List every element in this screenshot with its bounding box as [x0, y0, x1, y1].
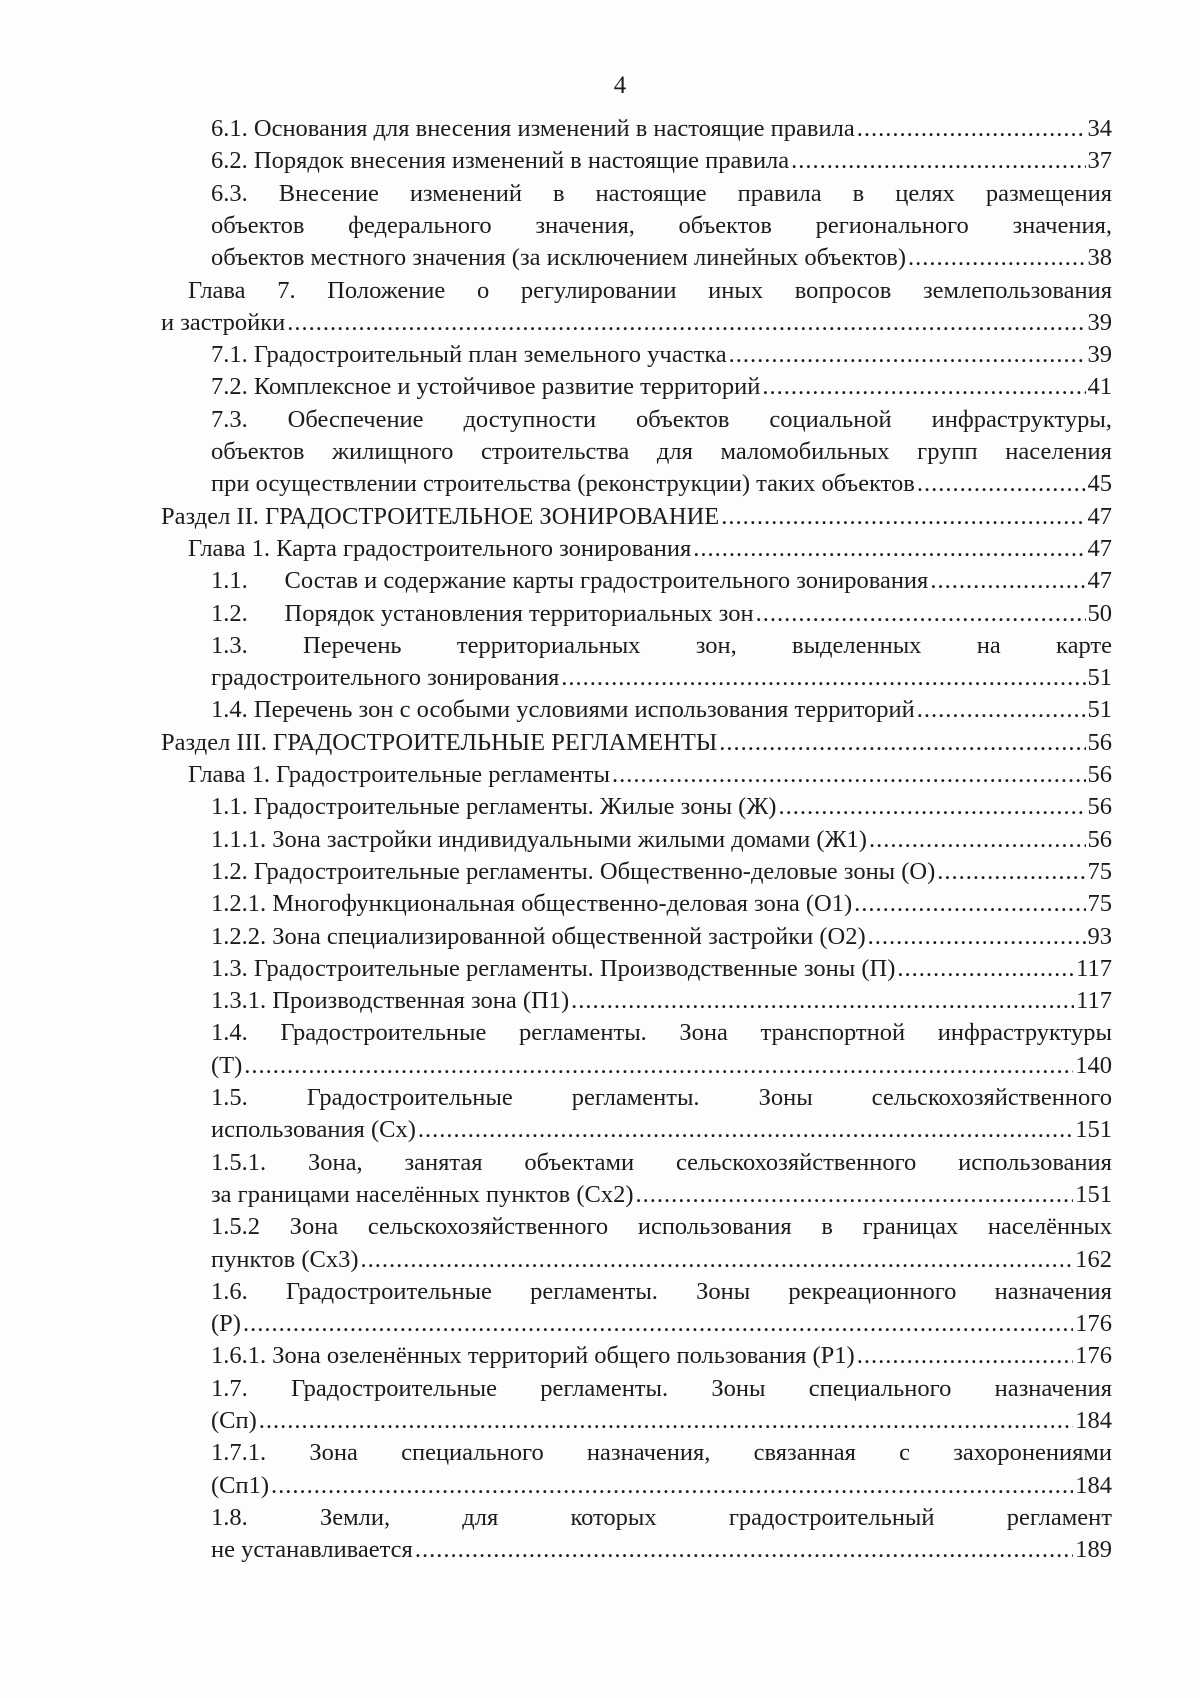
- toc-word: Внесение: [278, 179, 379, 207]
- toc-word: социальной: [769, 405, 892, 433]
- toc-word: Зона: [679, 1019, 728, 1047]
- toc-page-number: 56: [1087, 728, 1112, 756]
- toc-word: 7.: [277, 276, 296, 304]
- toc-page-number: 47: [1087, 502, 1112, 530]
- toc-leader-dots: [937, 856, 1085, 888]
- toc-word: правила: [737, 179, 822, 207]
- toc-leader-dots: [756, 598, 1086, 630]
- toc-word: размещения: [985, 179, 1112, 207]
- toc-entry: [211, 145, 1112, 177]
- toc-word: занятая: [404, 1148, 483, 1176]
- toc-entry: [211, 242, 1112, 274]
- toc-word: 1.4.: [211, 1019, 248, 1047]
- toc-entry: [211, 565, 1112, 597]
- toc-entry: [211, 1470, 1112, 1502]
- toc-word: 1.7.: [211, 1374, 248, 1402]
- toc-entry-title: (Сп1): [211, 1471, 270, 1499]
- toc-leader-dots: [571, 985, 1074, 1017]
- toc-page-number: 117: [1076, 987, 1112, 1015]
- toc-word: федерального: [348, 211, 492, 239]
- toc-leader-dots: [259, 1405, 1073, 1437]
- toc-word: землепользования: [922, 276, 1112, 304]
- toc-leader-dots: [418, 1114, 1073, 1146]
- toc-entry-title: при осуществлении строительства (реконструкции) таких объектов: [211, 470, 915, 498]
- toc-word: инфраструктуры: [937, 1019, 1112, 1047]
- toc-entry: [161, 501, 1112, 533]
- toc-word: регламенты.: [540, 1374, 669, 1402]
- toc-line: [211, 1437, 1112, 1469]
- toc-leader-dots: [415, 1534, 1073, 1566]
- toc-word: Градостроительные: [285, 1277, 492, 1305]
- toc-page-number: 47: [1087, 567, 1112, 595]
- toc-entry-title: 1.3.1. Производственная зона (П1): [211, 987, 570, 1015]
- toc-word: объектами: [524, 1148, 635, 1176]
- toc-page-number: 39: [1087, 341, 1112, 369]
- toc-page-number: 56: [1087, 761, 1112, 788]
- toc-page-number: 34: [1087, 115, 1112, 142]
- toc-word: Земли,: [319, 1503, 391, 1531]
- toc-word: зон,: [695, 631, 737, 659]
- toc-leader-dots: [869, 824, 1086, 856]
- toc-entry: [211, 694, 1112, 726]
- toc-entry: [211, 1308, 1112, 1340]
- toc-entry-title: и застройки: [161, 308, 286, 336]
- toc-entry: [211, 113, 1112, 145]
- toc-entry-title: Глава 1. Карта градостроительного зонирования: [188, 534, 692, 562]
- toc-word: значения,: [535, 211, 635, 239]
- toc-leader-dots: [287, 307, 1085, 339]
- toc-entry: [211, 371, 1112, 403]
- toc-line: [211, 1082, 1112, 1114]
- toc-word: инфраструктуры,: [931, 405, 1112, 433]
- toc-word: Положение: [327, 276, 446, 304]
- toc-word: объектов: [678, 211, 772, 239]
- toc-word: населённых: [987, 1213, 1112, 1241]
- toc-leader-dots: [930, 565, 1085, 597]
- toc-line: [211, 210, 1112, 242]
- toc-word: настоящие: [595, 179, 707, 207]
- toc-leader-dots: [791, 145, 1085, 177]
- toc-entry: [211, 824, 1112, 856]
- toc-line: [211, 1017, 1112, 1049]
- toc-word: территориальных: [456, 631, 641, 659]
- toc-word: рекреационного: [788, 1277, 957, 1305]
- toc-word: иных: [708, 276, 764, 304]
- toc-word: назначения: [994, 1277, 1112, 1305]
- toc-leader-dots: [868, 921, 1086, 953]
- toc-entry-title: не устанавливается: [211, 1536, 413, 1564]
- toc-entry-title: 1.2.2. Зона специализированной общественной застройки (О2): [211, 922, 866, 950]
- toc-word: населения: [1005, 438, 1112, 465]
- toc-entry: [211, 1179, 1112, 1211]
- toc-entry: [211, 468, 1112, 500]
- toc-word: для: [462, 1503, 499, 1531]
- toc-word: транспортной: [760, 1019, 906, 1047]
- toc-entry: [188, 759, 1112, 791]
- toc-page-number: 39: [1087, 308, 1112, 336]
- toc-word: жилищного: [332, 438, 454, 465]
- toc-page-number: 37: [1087, 147, 1112, 175]
- toc-line: [211, 1147, 1112, 1179]
- toc-line: [211, 436, 1112, 468]
- toc-page-number: 38: [1087, 244, 1112, 272]
- toc-entry-title: 7.1. Градостроительный план земельного участка: [211, 341, 727, 369]
- toc-entry: [211, 1050, 1112, 1082]
- toc-line: [211, 178, 1112, 210]
- toc-word: групп: [917, 438, 978, 465]
- toc-word: 7.3.: [211, 405, 248, 433]
- toc-entry: [211, 339, 1112, 371]
- toc-word: для: [656, 438, 693, 465]
- toc-entry-title: 1.2.1. Многофункциональная общественно-деловая зона (О1): [211, 890, 853, 918]
- toc-leader-dots: [271, 1470, 1073, 1502]
- toc-page-number: 140: [1075, 1051, 1112, 1079]
- toc-page-number: 151: [1075, 1180, 1112, 1208]
- toc-leader-dots: [762, 371, 1085, 403]
- toc-entry-title: 1.3. Градостроительные регламенты. Производственные зоны (П): [211, 954, 896, 982]
- toc-entry-title: 1.1. Состав и содержание карты градостроительного зонирования: [211, 567, 929, 595]
- toc-word: сельскохозяйственного: [675, 1148, 917, 1176]
- toc-word: строительства: [481, 438, 630, 465]
- toc-word: Зоны: [696, 1277, 751, 1305]
- toc-word: Градостроительные: [280, 1019, 487, 1047]
- toc-entry-title: использования (Сх): [211, 1116, 416, 1144]
- toc-entry-title: 1.6.1. Зона озеленённых территорий общего пользования (Р1): [211, 1342, 855, 1370]
- toc-line: [188, 275, 1112, 307]
- toc-leader-dots: [636, 1179, 1074, 1211]
- toc-word: регулировании: [520, 276, 677, 304]
- toc-word: объектов: [636, 405, 730, 433]
- toc-word: регламенты.: [518, 1019, 647, 1047]
- toc-word: градостроительный: [728, 1503, 935, 1531]
- toc-leader-dots: [719, 727, 1085, 759]
- toc-word: вопросов: [794, 276, 892, 304]
- toc-word: регионального: [815, 211, 969, 239]
- toc-entry-title: (Т): [211, 1051, 243, 1079]
- toc-word: использования: [958, 1148, 1112, 1176]
- toc-entry: [211, 1114, 1112, 1146]
- toc-page-number: 184: [1075, 1407, 1112, 1434]
- toc-page-number: 51: [1087, 664, 1112, 692]
- toc-entry-title: 1.4. Перечень зон с особыми условиями использования территорий: [211, 696, 915, 724]
- toc-entry: [211, 1405, 1112, 1437]
- toc-word: захоронениями: [953, 1439, 1112, 1467]
- toc-word: Градостроительные: [306, 1084, 513, 1111]
- toc-word: назначения: [994, 1374, 1112, 1402]
- toc-word: изменений: [409, 179, 522, 207]
- toc-word: Зона,: [307, 1148, 363, 1176]
- toc-leader-dots: [721, 501, 1085, 533]
- toc-word: целях: [895, 179, 955, 207]
- toc-word: Градостроительные: [291, 1374, 498, 1402]
- toc-word: 1.5.2: [211, 1213, 260, 1241]
- toc-line: [211, 1276, 1112, 1308]
- toc-leader-dots: [693, 533, 1085, 565]
- toc-word: регламенты.: [530, 1277, 658, 1305]
- toc-entry: [211, 921, 1112, 953]
- toc-word: Глава: [188, 276, 246, 304]
- toc-entry: [188, 533, 1112, 565]
- toc-leader-dots: [908, 242, 1085, 274]
- toc-page-number: 75: [1087, 890, 1112, 918]
- toc-word: Обеспечение: [287, 405, 424, 433]
- page-number: 4: [613, 72, 627, 99]
- toc-word: объектов: [211, 211, 305, 239]
- toc-entry-title: 6.2. Порядок внесения изменений в настоящие правила: [211, 147, 790, 175]
- toc-page-number: 151: [1075, 1116, 1112, 1144]
- toc-word: использования: [637, 1213, 792, 1241]
- toc-entry-title: за границами населённых пунктов (Сх2): [211, 1180, 634, 1208]
- toc-leader-dots: [917, 468, 1086, 500]
- toc-entry: [211, 598, 1112, 630]
- toc-entry: [211, 1534, 1112, 1566]
- toc-word: регламенты.: [571, 1084, 700, 1111]
- toc-word: специального: [808, 1374, 952, 1402]
- toc-page-number: 93: [1087, 922, 1112, 950]
- toc-word: 1.7.1.: [211, 1439, 267, 1467]
- toc-page-number: 189: [1075, 1536, 1112, 1564]
- toc-page-number: 176: [1075, 1310, 1112, 1338]
- toc-entry-title: 7.2. Комплексное и устойчивое развитие территорий: [211, 373, 761, 401]
- toc-word: объектов: [211, 438, 305, 465]
- toc-word: которых: [570, 1503, 657, 1531]
- toc-entry-title: Раздел III. ГРАДОСТРОИТЕЛЬНЫЕ РЕГЛАМЕНТЫ: [161, 728, 718, 756]
- toc-entry: [211, 953, 1112, 985]
- toc-word: связанная: [753, 1439, 856, 1467]
- toc-entry-title: пунктов (Сх3): [211, 1245, 359, 1273]
- toc-line: [211, 1502, 1112, 1534]
- toc-page-number: 45: [1087, 470, 1112, 498]
- toc-leader-dots: [778, 791, 1085, 823]
- toc-entry-title: 6.1. Основания для внесения изменений в настоящие правила: [211, 115, 855, 142]
- toc-word: маломобильных: [720, 438, 890, 465]
- toc-line: [211, 1211, 1112, 1243]
- toc-word: Перечень: [303, 631, 402, 659]
- toc-entry-title: объектов местного значения (за исключением линейных объектов): [211, 244, 907, 272]
- toc-entry-title: градостроительного зонирования: [211, 664, 560, 692]
- toc-leader-dots: [561, 662, 1085, 694]
- toc-entry: [211, 1244, 1112, 1276]
- toc-page-number: 41: [1087, 373, 1112, 401]
- toc-word: сельскохозяйственного: [871, 1084, 1112, 1111]
- toc-word: 1.6.: [211, 1277, 248, 1305]
- toc-page-number: 56: [1087, 793, 1112, 821]
- toc-word: в: [852, 179, 865, 207]
- toc-entry-title: 1.1.1. Зона застройки индивидуальными жилыми домами (Ж1): [211, 825, 867, 853]
- toc-word: 1.8.: [211, 1503, 248, 1531]
- toc-entry: [211, 662, 1112, 694]
- toc-entry: [211, 985, 1112, 1017]
- toc-entry: [211, 1340, 1112, 1372]
- toc-word: значения,: [1012, 211, 1112, 239]
- toc-line: [211, 1373, 1112, 1405]
- toc-word: Зона: [289, 1213, 339, 1241]
- toc-leader-dots: [612, 759, 1086, 791]
- toc-entry: [211, 888, 1112, 920]
- toc-leader-dots: [857, 1340, 1074, 1372]
- toc-leader-dots: [917, 694, 1086, 726]
- toc-leader-dots: [897, 953, 1074, 985]
- toc-leader-dots: [729, 339, 1086, 371]
- toc-word: Зоны: [711, 1374, 766, 1402]
- toc-word: регламент: [1006, 1503, 1112, 1531]
- toc-word: выделенных: [792, 631, 922, 659]
- toc-entry: [161, 307, 1112, 339]
- toc-word: на: [976, 631, 1001, 659]
- toc-word: в: [552, 179, 565, 207]
- toc-word: Зоны: [758, 1084, 813, 1111]
- toc-page-number: 47: [1087, 534, 1112, 562]
- toc-page-number: 75: [1087, 857, 1112, 885]
- toc-word: в: [821, 1213, 833, 1241]
- toc-entry: [211, 856, 1112, 888]
- toc-entry-title: Раздел II. ГРАДОСТРОИТЕЛЬНОЕ ЗОНИРОВАНИЕ: [161, 502, 720, 530]
- toc-entry-title: 1.1. Градостроительные регламенты. Жилые зоны (Ж): [211, 793, 777, 821]
- toc-word: 1.5.: [211, 1084, 248, 1111]
- toc-page-number: 51: [1087, 696, 1112, 724]
- toc-line: [211, 404, 1112, 436]
- toc-entry-title: 1.2. Градостроительные регламенты. Общественно-деловые зоны (О): [211, 857, 936, 885]
- toc-entry-title: Глава 1. Градостроительные регламенты: [188, 761, 610, 788]
- toc-leader-dots: [854, 888, 1085, 920]
- toc-leader-dots: [244, 1050, 1073, 1082]
- toc-page-number: 56: [1087, 825, 1112, 853]
- toc-leader-dots: [361, 1244, 1074, 1276]
- toc-word: назначения,: [586, 1439, 711, 1467]
- toc-page-number: 162: [1075, 1245, 1112, 1273]
- toc-leader-dots: [243, 1308, 1073, 1340]
- toc-entry: [161, 727, 1112, 759]
- toc-entry-title: (Сп): [211, 1407, 257, 1434]
- toc-word: с: [899, 1439, 911, 1467]
- toc-entry-title: (Р): [211, 1310, 241, 1338]
- toc-entry: [211, 791, 1112, 823]
- toc-word: карте: [1056, 631, 1112, 659]
- toc-word: сельскохозяйственного: [367, 1213, 609, 1241]
- toc-line: [211, 630, 1112, 662]
- toc-word: Зона: [309, 1439, 358, 1467]
- toc-page-number: 176: [1075, 1342, 1112, 1370]
- toc-word: границах: [862, 1213, 959, 1241]
- toc-word: специального: [401, 1439, 544, 1467]
- toc-word: доступности: [463, 405, 597, 433]
- toc-page-number: 117: [1076, 954, 1112, 982]
- toc-page-number: 184: [1075, 1471, 1112, 1499]
- toc-page-number: 50: [1087, 599, 1112, 627]
- toc-word: 1.5.1.: [211, 1148, 267, 1176]
- toc-word: о: [476, 276, 490, 304]
- toc-entry-title: 1.2. Порядок установления территориальных зон: [211, 599, 754, 627]
- toc-leader-dots: [857, 113, 1086, 145]
- toc-word: 1.3.: [211, 631, 248, 659]
- toc-word: 6.3.: [211, 179, 248, 207]
